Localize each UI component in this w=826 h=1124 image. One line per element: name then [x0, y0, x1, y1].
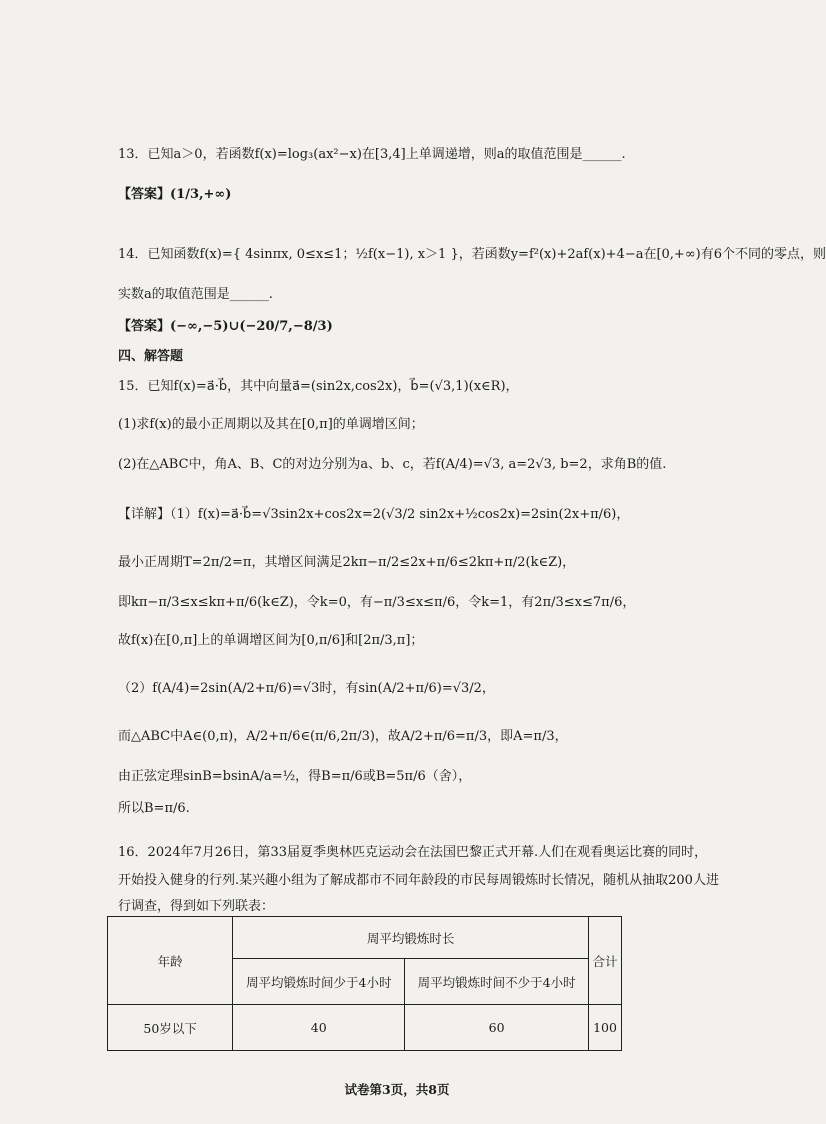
q15-stem: 15．已知f(x)=a⃗·b⃗，其中向量a⃗=(sin2x,cos2x)，b⃗=(√3,1)(x∈R)， [118, 379, 519, 394]
section-title: 四、解答题 [118, 349, 184, 364]
row-cell: 40 [233, 1005, 405, 1051]
q15-solution-line: 即kπ−π/3≤x≤kπ+π/6(k∈Z)，令k=0，有−π/3≤x≤π/6，令k=1，有2π/3≤x≤7π/6， [118, 595, 636, 610]
row-label: 50岁以下 [108, 1005, 233, 1051]
q15-solution-line: 而△ABC中A∈(0,π)，A/2+π/6∈(π/6,2π/3)，故A/2+π/6=π/3，即A=π/3， [118, 729, 568, 744]
q15-solution-line: 【详解】（1）f(x)=a⃗·b⃗=√3sin2x+cos2x=2(√3/2 sin2x+½cos2x)=2sin(2x+π/6)， [118, 507, 630, 522]
q15-part1: (1)求f(x)的最小正周期以及其在[0,π]的单调增区间； [118, 417, 424, 432]
col1-header: 周平均锻炼时间少于4小时 [233, 959, 405, 1005]
q16-text-line: 16．2024年7月26日，第33届夏季奥林匹克运动会在法国巴黎正式开幕.人们在观看奥运比赛的同时， [118, 845, 708, 860]
col2-header: 周平均锻炼时间不少于4小时 [405, 959, 589, 1005]
q15-solution-line: 由正弦定理sinB=bsinA/a=½，得B=π/6或B=5π/6（舍）， [118, 769, 472, 784]
q14-question: 14．已知函数f(x)={ 4sinπx, 0≤x≤1；½f(x−1), x＞1 }，若函数y=f²(x)+2af(x)+4−a在[0,+∞)有6个不同的零点，则 [118, 247, 826, 262]
q15-solution-line: 最小正周期T=2π/2=π，其增区间满足2kπ−π/2≤2x+π/6≤2kπ+π/2(k∈Z)， [118, 555, 576, 570]
q15-solution-line: 所以B=π/6. [118, 801, 190, 816]
q15-part2: (2)在△ABC中，角A、B、C的对边分别为a、b、c，若f(A/4)=√3, a=2√3, b=2，求角B的值. [118, 457, 667, 472]
q15-solution-line: （2）f(A/4)=2sin(A/2+π/6)=√3时，有sin(A/2+π/6)=√3/2， [118, 681, 495, 696]
group-header: 周平均锻炼时长 [233, 917, 589, 959]
q16-text-line: 开始投入健身的行列.某兴趣小组为了解成都市不同年龄段的市民每周锻炼时长情况，随机从抽取200人进 [118, 873, 719, 888]
q16-text-line: 行调查，得到如下列联表： [118, 899, 275, 914]
page-footer: 试卷第3页，共8页 [344, 1082, 450, 1097]
table-row [108, 1005, 622, 1051]
q13-question: 13．已知a＞0，若函数f(x)=log₃(ax²−x)在[3,4]上单调递增，则a的取值范围是______. [118, 147, 626, 162]
total-header: 合计 [589, 917, 622, 1005]
q14-answer: 【答案】(−∞,−5)∪(−20/7,−8/3) [118, 319, 333, 334]
row-total: 100 [589, 1005, 622, 1051]
age-header: 年龄 [108, 917, 233, 1005]
contingency-table [107, 916, 622, 1051]
q13-answer: 【答案】(1/3,+∞) [118, 187, 232, 202]
q15-solution-line: 故f(x)在[0,π]上的单调增区间为[0,π/6]和[2π/3,π]； [118, 633, 424, 648]
q14-continuation: 实数a的取值范围是______. [118, 287, 273, 302]
row-cell: 60 [405, 1005, 589, 1051]
